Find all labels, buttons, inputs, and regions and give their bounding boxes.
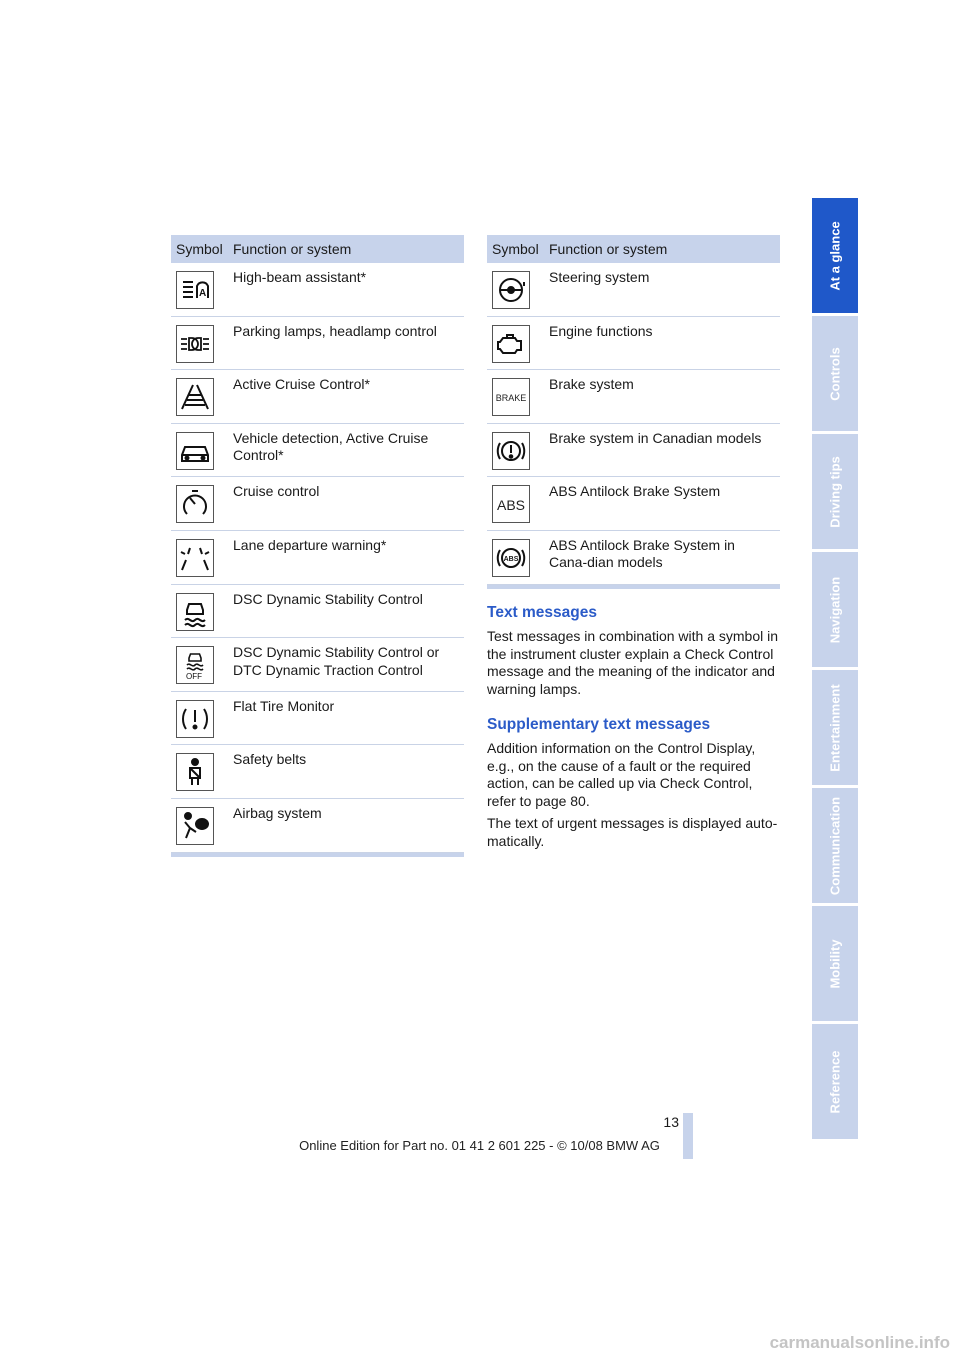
table-row	[487, 424, 780, 478]
row-label: Airbag system	[233, 804, 322, 821]
header-function: Function or system	[549, 241, 668, 257]
footer-edition: Online Edition for Part no. 01 41 2 601 225 - © 10/08 BMW AG	[299, 1138, 660, 1153]
header-function: Function or system	[233, 241, 352, 257]
table-footer-bar	[487, 585, 780, 589]
airbag-icon	[176, 807, 214, 845]
text-messages-heading: Text messages	[487, 604, 597, 621]
table-row	[171, 531, 464, 585]
table-row	[171, 317, 464, 371]
table-row	[171, 692, 464, 746]
dsc-icon	[176, 593, 214, 631]
dsc-off-icon	[176, 646, 214, 684]
row-label: High-beam assistant*	[233, 269, 367, 285]
row-label: Parking lamps, headlamp control	[233, 322, 437, 339]
row-label: Lane departure warning*	[233, 536, 387, 553]
text-messages-body: Test messages in combination with a symbol in the instrument cluster explain a Check Control message and the meaning of the indicator and warning lamps.	[487, 628, 779, 697]
svg-text:ABS: ABS	[496, 497, 526, 514]
table-row	[487, 263, 780, 317]
supplementary-heading: Supplementary text messages	[487, 716, 711, 733]
svg-text:OFF: OFF	[186, 672, 202, 682]
row-label: Brake system	[549, 376, 634, 393]
row-label: ABS Antilock Brake System	[549, 483, 721, 500]
watermark: carmanualsonline.info	[769, 1333, 950, 1352]
symbol-table-right	[487, 235, 780, 589]
svg-text:A: A	[199, 288, 207, 299]
flat-tire-icon	[176, 700, 214, 738]
svg-text:BRAKE: BRAKE	[495, 393, 527, 404]
table-row	[487, 531, 780, 585]
page-number: 13	[663, 1114, 679, 1130]
tab-mobility[interactable]: Mobility	[812, 906, 858, 1021]
table-footer-bar	[171, 853, 464, 857]
row-label: Active Cruise Control*	[233, 376, 370, 393]
cruise-control-icon	[176, 485, 214, 523]
table-row	[171, 638, 464, 692]
supplementary-body-2: The text of urgent messages is displayed auto-matically.	[487, 815, 778, 849]
vehicle-detection-icon	[176, 432, 214, 470]
tab-controls[interactable]: Controls	[812, 316, 858, 431]
tab-entertainment[interactable]: Entertainment	[812, 670, 858, 785]
abs-circle-icon	[492, 539, 530, 577]
table-header	[487, 235, 780, 263]
header-symbol: Symbol	[176, 241, 223, 257]
table-row	[487, 477, 780, 531]
row-label: Brake system in Canadian models	[549, 429, 762, 446]
row-label: Engine functions	[549, 322, 653, 339]
section-tabs	[812, 198, 858, 1142]
row-label: Safety belts	[233, 751, 307, 768]
svg-text:ABS: ABS	[503, 555, 519, 563]
row-label: ABS Antilock Brake System in Cana-dian models	[549, 536, 735, 571]
abs-text-icon	[492, 485, 530, 523]
table-row	[171, 585, 464, 639]
high-beam-assistant-icon	[176, 271, 214, 309]
table-row	[171, 424, 464, 478]
table-row	[171, 477, 464, 531]
row-label: Vehicle detection, Active Cruise Control*	[233, 429, 429, 464]
row-label: DSC Dynamic Stability Control or DTC Dynamic Traction Control	[233, 644, 440, 678]
steering-system-icon	[492, 271, 530, 309]
supplementary-body-1: Addition information on the Control Display, e.g., on the cause of a fault or the required action, can be called up via Check Control, refer to page 80.	[487, 740, 756, 809]
table-row	[171, 745, 464, 799]
row-label: Flat Tire Monitor	[233, 697, 335, 714]
row-label: Cruise control	[233, 483, 320, 500]
tab-navigation[interactable]: Navigation	[812, 552, 858, 667]
tab-communication[interactable]: Communication	[812, 788, 858, 903]
table-header	[171, 235, 464, 263]
brake-canada-icon	[492, 432, 530, 470]
brake-text-icon	[492, 378, 530, 416]
safety-belt-icon	[176, 753, 214, 791]
engine-functions-icon	[492, 325, 530, 363]
lane-departure-icon	[176, 539, 214, 577]
table-row	[487, 370, 780, 424]
symbol-table-left	[171, 235, 464, 857]
header-symbol: Symbol	[492, 241, 539, 257]
active-cruise-control-icon	[176, 378, 214, 416]
parking-lamps-icon	[176, 325, 214, 363]
table-row	[171, 370, 464, 424]
tab-reference[interactable]: Reference	[812, 1024, 858, 1139]
tab-driving-tips[interactable]: Driving tips	[812, 434, 858, 549]
row-label: DSC Dynamic Stability Control	[233, 590, 423, 607]
table-row	[171, 799, 464, 853]
row-label: Steering system	[549, 269, 650, 285]
table-row	[171, 263, 464, 317]
tab-at-a-glance[interactable]: At a glance	[812, 198, 858, 313]
table-row	[487, 317, 780, 371]
